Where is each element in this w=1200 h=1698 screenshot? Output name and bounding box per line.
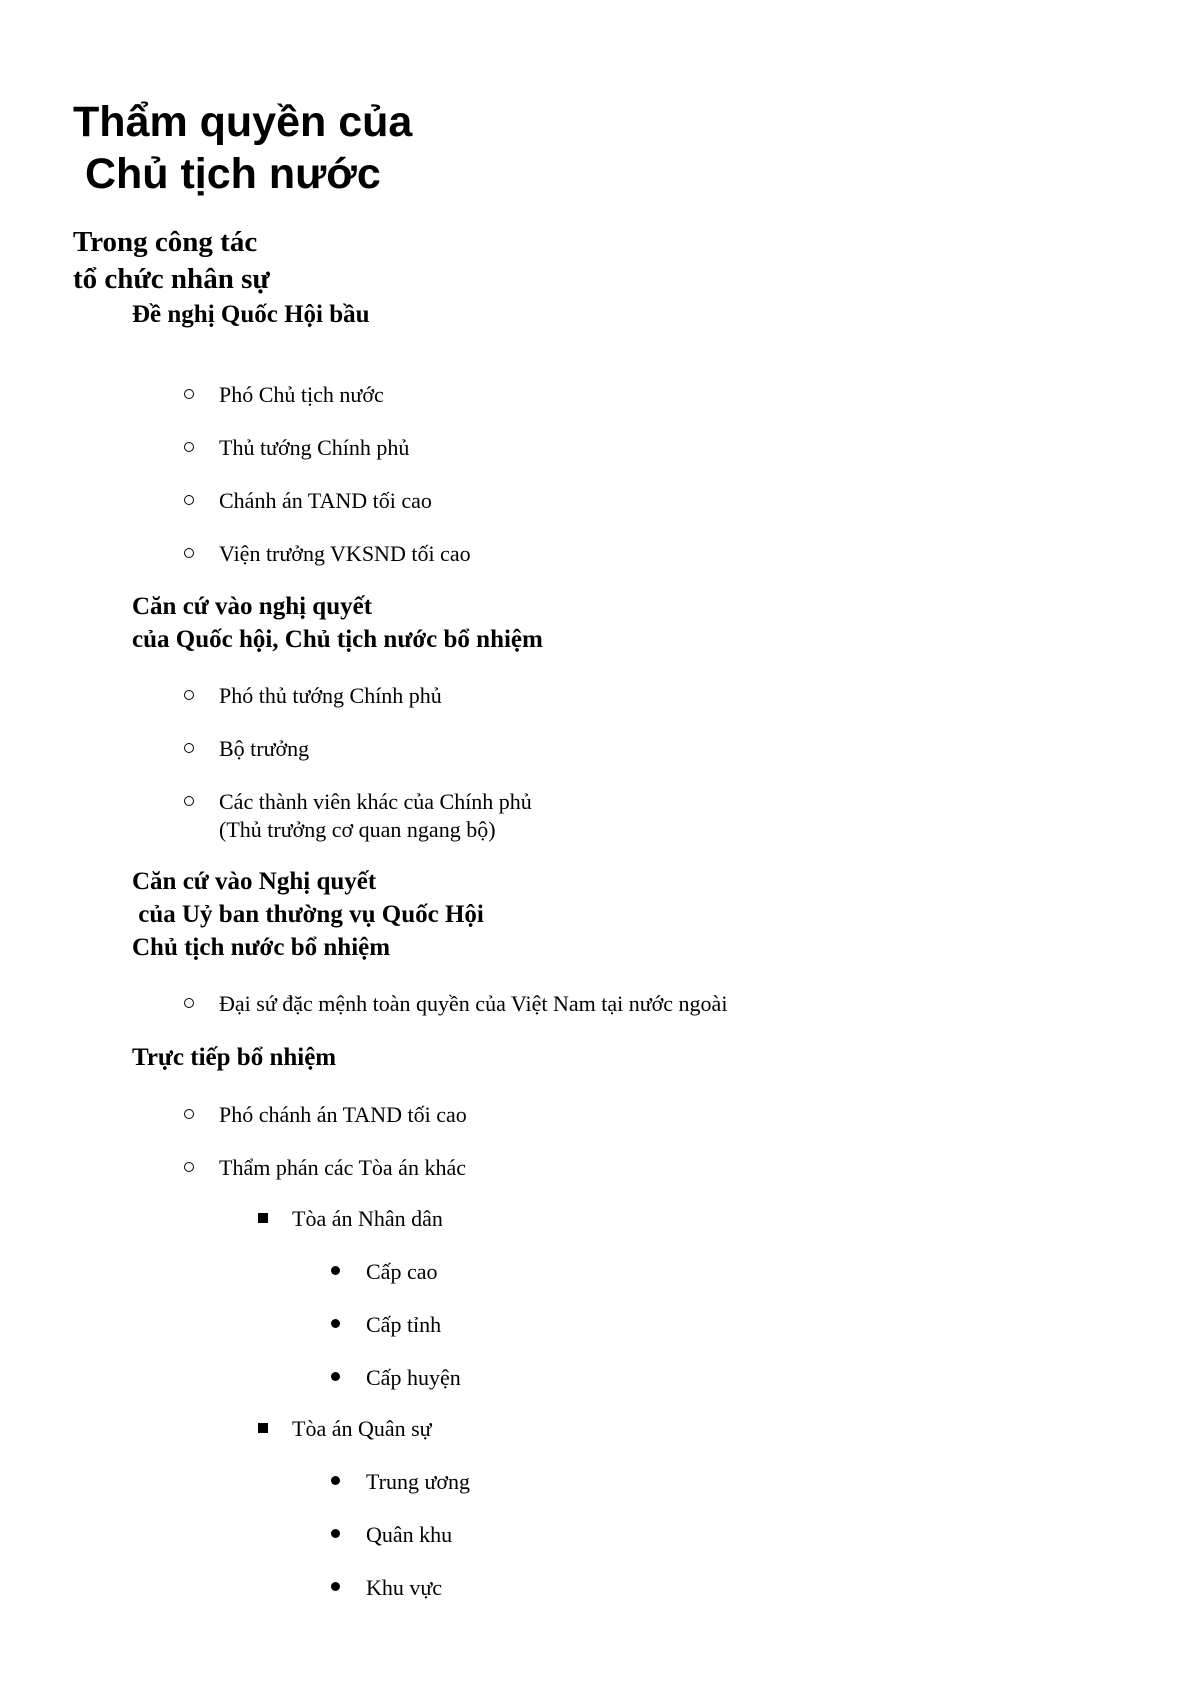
circle-bullet-icon: [184, 743, 194, 753]
list-item: Cấp tỉnh: [366, 1312, 442, 1337]
square-bullet-icon: [258, 1423, 268, 1433]
section-heading-line: tổ chức nhân sự: [73, 263, 270, 295]
group-heading-line: của Quốc hội, Chủ tịch nước bổ nhiệm: [132, 626, 543, 653]
list-item: Khu vực: [366, 1575, 443, 1600]
circle-bullet-icon: [184, 690, 194, 700]
page-title: Thẩm quyền của Chủ tịch nước: [73, 98, 413, 198]
list-item: Cấp cao: [366, 1259, 438, 1284]
section-heading-line: Trong công tác: [73, 226, 258, 258]
circle-bullet-icon: [184, 1109, 194, 1119]
group-heading-line: của Uỷ ban thường vụ Quốc Hội: [132, 901, 484, 928]
dot-bullet-icon: [331, 1582, 340, 1591]
list-item: Bộ trưởng: [219, 736, 310, 761]
dot-bullet-icon: [331, 1529, 340, 1538]
list-item: Trung ương: [366, 1469, 471, 1494]
group-heading-line: Chủ tịch nước bổ nhiệm: [132, 934, 391, 961]
group-heading-line: Căn cứ vào nghị quyết: [132, 593, 373, 620]
circle-bullet-icon: [184, 1162, 194, 1172]
list-item: Tòa án Quân sự: [292, 1416, 432, 1441]
list-item: Viện trưởng VKSND tối cao: [219, 541, 471, 566]
group-heading-line: Căn cứ vào Nghị quyết: [132, 868, 377, 895]
list-item: Phó thủ tướng Chính phủ: [219, 683, 442, 708]
group-heading-line: Trực tiếp bổ nhiệm: [132, 1044, 337, 1071]
section-heading: [73, 224, 270, 298]
dot-bullet-icon: [331, 1319, 340, 1328]
group-heading-direct-appoint: [132, 1041, 336, 1074]
circle-bullet-icon: [184, 796, 194, 806]
dot-bullet-icon: [331, 1476, 340, 1485]
circle-bullet-icon: [184, 998, 194, 1008]
group-heading-line: Đề nghị Quốc Hội bầu: [132, 301, 370, 328]
list-item: Phó Chủ tịch nước: [219, 382, 384, 407]
list-item: Các thành viên khác của Chính phủ (Thủ trưởng cơ quan ngang bộ): [219, 789, 532, 842]
group-heading-appoint-by-resolution: [132, 590, 543, 656]
circle-bullet-icon: [184, 495, 194, 505]
list-item: Phó chánh án TAND tối cao: [219, 1102, 467, 1127]
list-item: Đại sứ đặc mệnh toàn quyền của Việt Nam tại nước ngoài: [219, 991, 728, 1016]
group-heading-nominate: [132, 298, 370, 331]
list-item: Thẩm phán các Tòa án khác: [219, 1155, 466, 1180]
list-item: Thủ tướng Chính phủ: [219, 435, 410, 460]
dot-bullet-icon: [331, 1372, 340, 1381]
list-item: Quân khu: [366, 1522, 453, 1547]
group-heading-appoint-by-standing-committee: [132, 865, 484, 964]
list-item: Cấp huyện: [366, 1365, 461, 1390]
circle-bullet-icon: [184, 548, 194, 558]
circle-bullet-icon: [184, 442, 194, 452]
list-item: Tòa án Nhân dân: [292, 1206, 443, 1231]
list-item: Chánh án TAND tối cao: [219, 488, 432, 513]
circle-bullet-icon: [184, 389, 194, 399]
square-bullet-icon: [258, 1213, 268, 1223]
dot-bullet-icon: [331, 1266, 340, 1275]
